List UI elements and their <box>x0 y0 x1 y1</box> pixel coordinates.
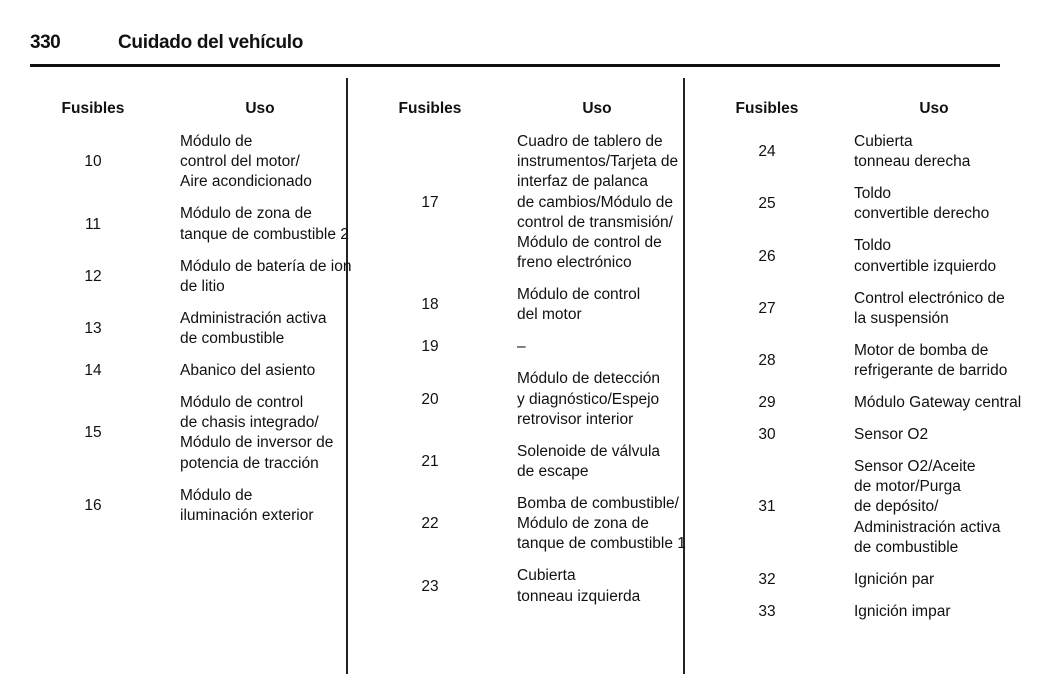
fuse-number: 17 <box>421 193 439 211</box>
fuse-use: Módulo Gateway central <box>854 394 1022 412</box>
fuse-number: 16 <box>84 496 102 514</box>
column-header <box>48 100 366 122</box>
fuse-use: Abanico del asiento <box>180 362 316 380</box>
header-fuses: Fusibles <box>398 100 462 117</box>
fuse-use: – <box>517 338 526 356</box>
fuse-use: Cuadro de tablero de instrumentos/Tarjeta de interfaz de palanca de cambios/Módulo de control de transmisión/ Módulo de control de freno electrónico <box>517 133 679 272</box>
fuse-number: 14 <box>84 362 102 380</box>
fuse-use: Sensor O2 <box>854 426 929 444</box>
fuse-row <box>722 289 1040 329</box>
fuse-column-1 <box>48 100 366 538</box>
fuse-use: Módulo de control del motor/ Aire acondicionado <box>180 133 312 191</box>
fuse-use: Ignición impar <box>854 602 951 620</box>
fuse-row <box>385 285 703 325</box>
fuse-number: 10 <box>84 153 102 171</box>
fuse-row <box>385 442 703 482</box>
fuse-use: Ignición par <box>854 570 935 588</box>
fuse-number: 25 <box>758 195 776 213</box>
fuse-number: 21 <box>421 452 439 470</box>
fuse-row <box>722 132 1040 172</box>
fuse-use: Sensor O2/Aceite de motor/Purga de depósito/ Administración activa de combustible <box>854 458 1001 556</box>
fuse-number: 32 <box>758 570 776 588</box>
fuse-row <box>722 457 1040 558</box>
fuse-row <box>48 204 366 244</box>
fuse-use: Solenoide de válvula de escape <box>517 442 661 481</box>
fuse-number: 23 <box>421 577 439 595</box>
fuse-row <box>48 393 366 474</box>
fuse-row <box>48 486 366 526</box>
fuse-use: Toldo convertible izquierdo <box>854 237 997 275</box>
fuse-number: 13 <box>84 319 102 337</box>
column-header <box>385 100 703 122</box>
fuse-row <box>48 309 366 349</box>
fuse-row <box>48 132 366 193</box>
fuse-row <box>722 236 1040 276</box>
fuse-number: 19 <box>421 338 439 356</box>
fuse-number: 26 <box>758 247 776 265</box>
fuse-number: 31 <box>758 498 776 516</box>
fuse-rows <box>48 132 366 526</box>
header-use: Uso <box>919 100 949 117</box>
fuse-use: Módulo de batería de ion de litio <box>180 257 352 295</box>
fuse-use: Cubierta tonneau derecha <box>854 133 971 171</box>
fuse-number: 11 <box>84 215 102 233</box>
fuse-use: Módulo de iluminación exterior <box>180 486 314 524</box>
fuse-row <box>722 602 1040 622</box>
fuse-row <box>48 257 366 297</box>
fuse-column-2 <box>385 100 703 619</box>
fuse-row <box>722 393 1040 413</box>
header-use: Uso <box>582 100 612 117</box>
fuse-number: 27 <box>758 299 776 317</box>
fuse-row <box>385 494 703 555</box>
fuse-use: Bomba de combustible/ Módulo de zona de tanque de combustible 1 <box>517 495 686 553</box>
fuse-number: 15 <box>84 424 102 442</box>
fuse-number: 33 <box>758 602 776 620</box>
fuse-row <box>385 566 703 606</box>
section-title: Cuidado del vehículo <box>118 32 304 53</box>
fuse-use: Módulo de control del motor <box>517 286 641 324</box>
column-header <box>722 100 1040 122</box>
fuse-row <box>385 369 703 430</box>
fuse-use: Módulo de zona de tanque de combustible 2 <box>180 205 349 243</box>
header-fuses: Fusibles <box>61 100 125 117</box>
fuse-rows <box>385 132 703 607</box>
header-use: Uso <box>245 100 275 117</box>
fuse-row <box>722 425 1040 445</box>
header-fuses: Fusibles <box>735 100 799 117</box>
fuse-row <box>722 570 1040 590</box>
fuse-use: Módulo de detección y diagnóstico/Espejo retrovisor interior <box>517 370 661 428</box>
fuse-row <box>385 337 703 357</box>
fuse-row <box>385 132 703 273</box>
fuse-number: 20 <box>421 390 439 408</box>
fuse-number: 29 <box>758 394 776 412</box>
fuse-use: Motor de bomba de refrigerante de barrido <box>854 341 1008 380</box>
fuse-number: 30 <box>758 426 776 444</box>
fuse-use: Módulo de control de chasis integrado/ Módulo de inversor de potencia de tracción <box>180 394 334 472</box>
fuse-number: 18 <box>421 296 439 314</box>
fuse-row <box>722 341 1040 381</box>
fuse-use: Toldo convertible derecho <box>854 185 990 223</box>
fuse-rows <box>722 132 1040 622</box>
fuse-use: Control electrónico de la suspensión <box>854 289 1005 327</box>
fuse-number: 22 <box>421 515 439 533</box>
fuse-number: 28 <box>758 351 776 369</box>
fuse-column-3 <box>722 100 1040 634</box>
fuse-number: 12 <box>84 267 102 285</box>
page-header <box>30 30 1000 67</box>
fuse-use: Administración activa de combustible <box>180 309 327 348</box>
fuse-row <box>722 184 1040 224</box>
page-number: 330 <box>30 32 61 53</box>
fuse-use: Cubierta tonneau izquierda <box>517 567 641 605</box>
fuse-number: 24 <box>758 143 776 161</box>
fuse-row <box>48 361 366 381</box>
